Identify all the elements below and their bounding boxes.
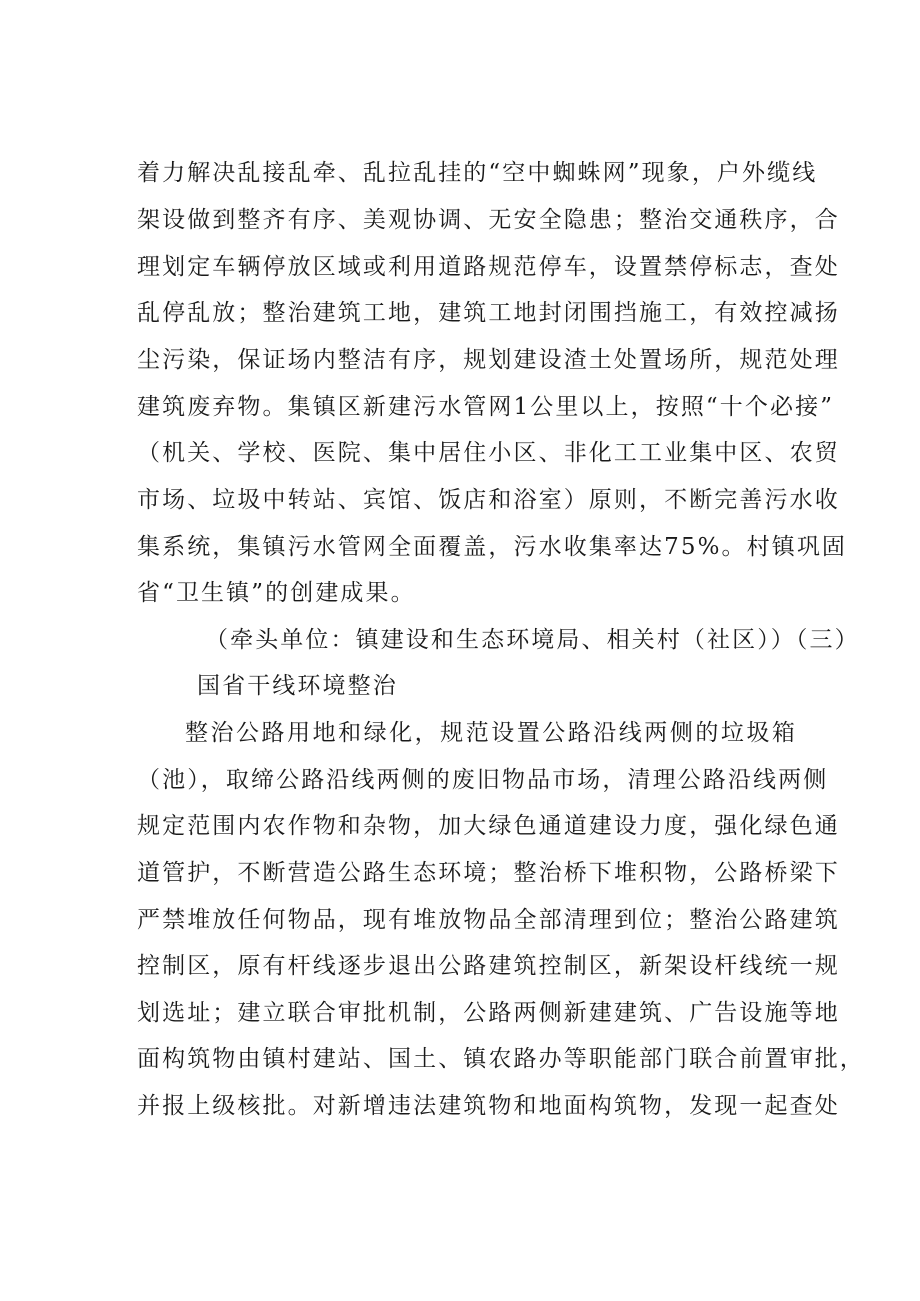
paragraph-2-line-9: 并报上级核批。对新增违法建筑物和地面构筑物，发现一起查处 xyxy=(137,1093,840,1119)
paragraph-1-line-10: 省“卫生镇”的创建成果。 xyxy=(137,580,416,606)
paragraph-2-line-8: 面构筑物由镇村建站、国土、镇农路办等职能部门联合前置审批， xyxy=(137,1046,865,1072)
paragraph-1-line-8: 市场、垃圾中转站、宾馆、饭店和浴室）原则，不断完善污水收 xyxy=(137,487,840,513)
paragraph-2-line-7: 划选址；建立联合审批机制，公路两侧新建建筑、广告设施等地 xyxy=(137,1000,840,1026)
paragraph-2-line-6: 控制区，原有杆线逐步退出公路建筑控制区，新架设杆线统一规 xyxy=(137,953,840,979)
paragraph-1-line-4: 乱停乱放；整治建筑工地，建筑工地封闭围挡施工，有效控减扬 xyxy=(137,300,840,326)
paragraph-1-line-9: 集系统，集镇污水管网全面覆盖，污水收集率达75%。村镇巩固 xyxy=(137,534,848,560)
responsible-units-note: （牵头单位：镇建设和生态环境局、相关村（社区））（三） xyxy=(205,627,860,653)
section-heading: 国省干线环境整治 xyxy=(197,673,398,699)
paragraph-2-line-4: 道管护，不断营造公路生态环境；整治桥下堆积物，公路桥梁下 xyxy=(137,860,840,886)
paragraph-1-line-3: 理划定车辆停放区域或利用道路规范停车，设置禁停标志，查处 xyxy=(137,254,840,280)
paragraph-1-line-2: 架设做到整齐有序、美观协调、无安全隐患；整治交通秩序，合 xyxy=(137,207,840,233)
paragraph-1-line-6: 建筑废弃物。集镇区新建污水管网1公里以上，按照“十个必接” xyxy=(137,394,835,420)
paragraph-2-line-3: 规定范围内农作物和杂物，加大绿色通道建设力度，强化绿色通 xyxy=(137,813,840,839)
paragraph-1-line-1: 着力解决乱接乱牵、乱拉乱挂的“空中蜘蛛网”现象，户外缆线 xyxy=(137,160,818,186)
paragraph-2-line-5: 严禁堆放任何物品，现有堆放物品全部清理到位；整治公路建筑 xyxy=(137,907,840,933)
paragraph-2-line-2: （池），取缔公路沿线两侧的废旧物品市场，清理公路沿线两侧 xyxy=(137,767,829,793)
paragraph-2-line-1: 整治公路用地和绿化，规范设置公路沿线两侧的垃圾箱 xyxy=(185,720,797,746)
paragraph-1-line-5: 尘污染，保证场内整洁有序，规划建设渣土处置场所，规范处理 xyxy=(137,347,840,373)
paragraph-1-line-7: （机关、学校、医院、集中居住小区、非化工工业集中区、农贸 xyxy=(137,440,840,466)
